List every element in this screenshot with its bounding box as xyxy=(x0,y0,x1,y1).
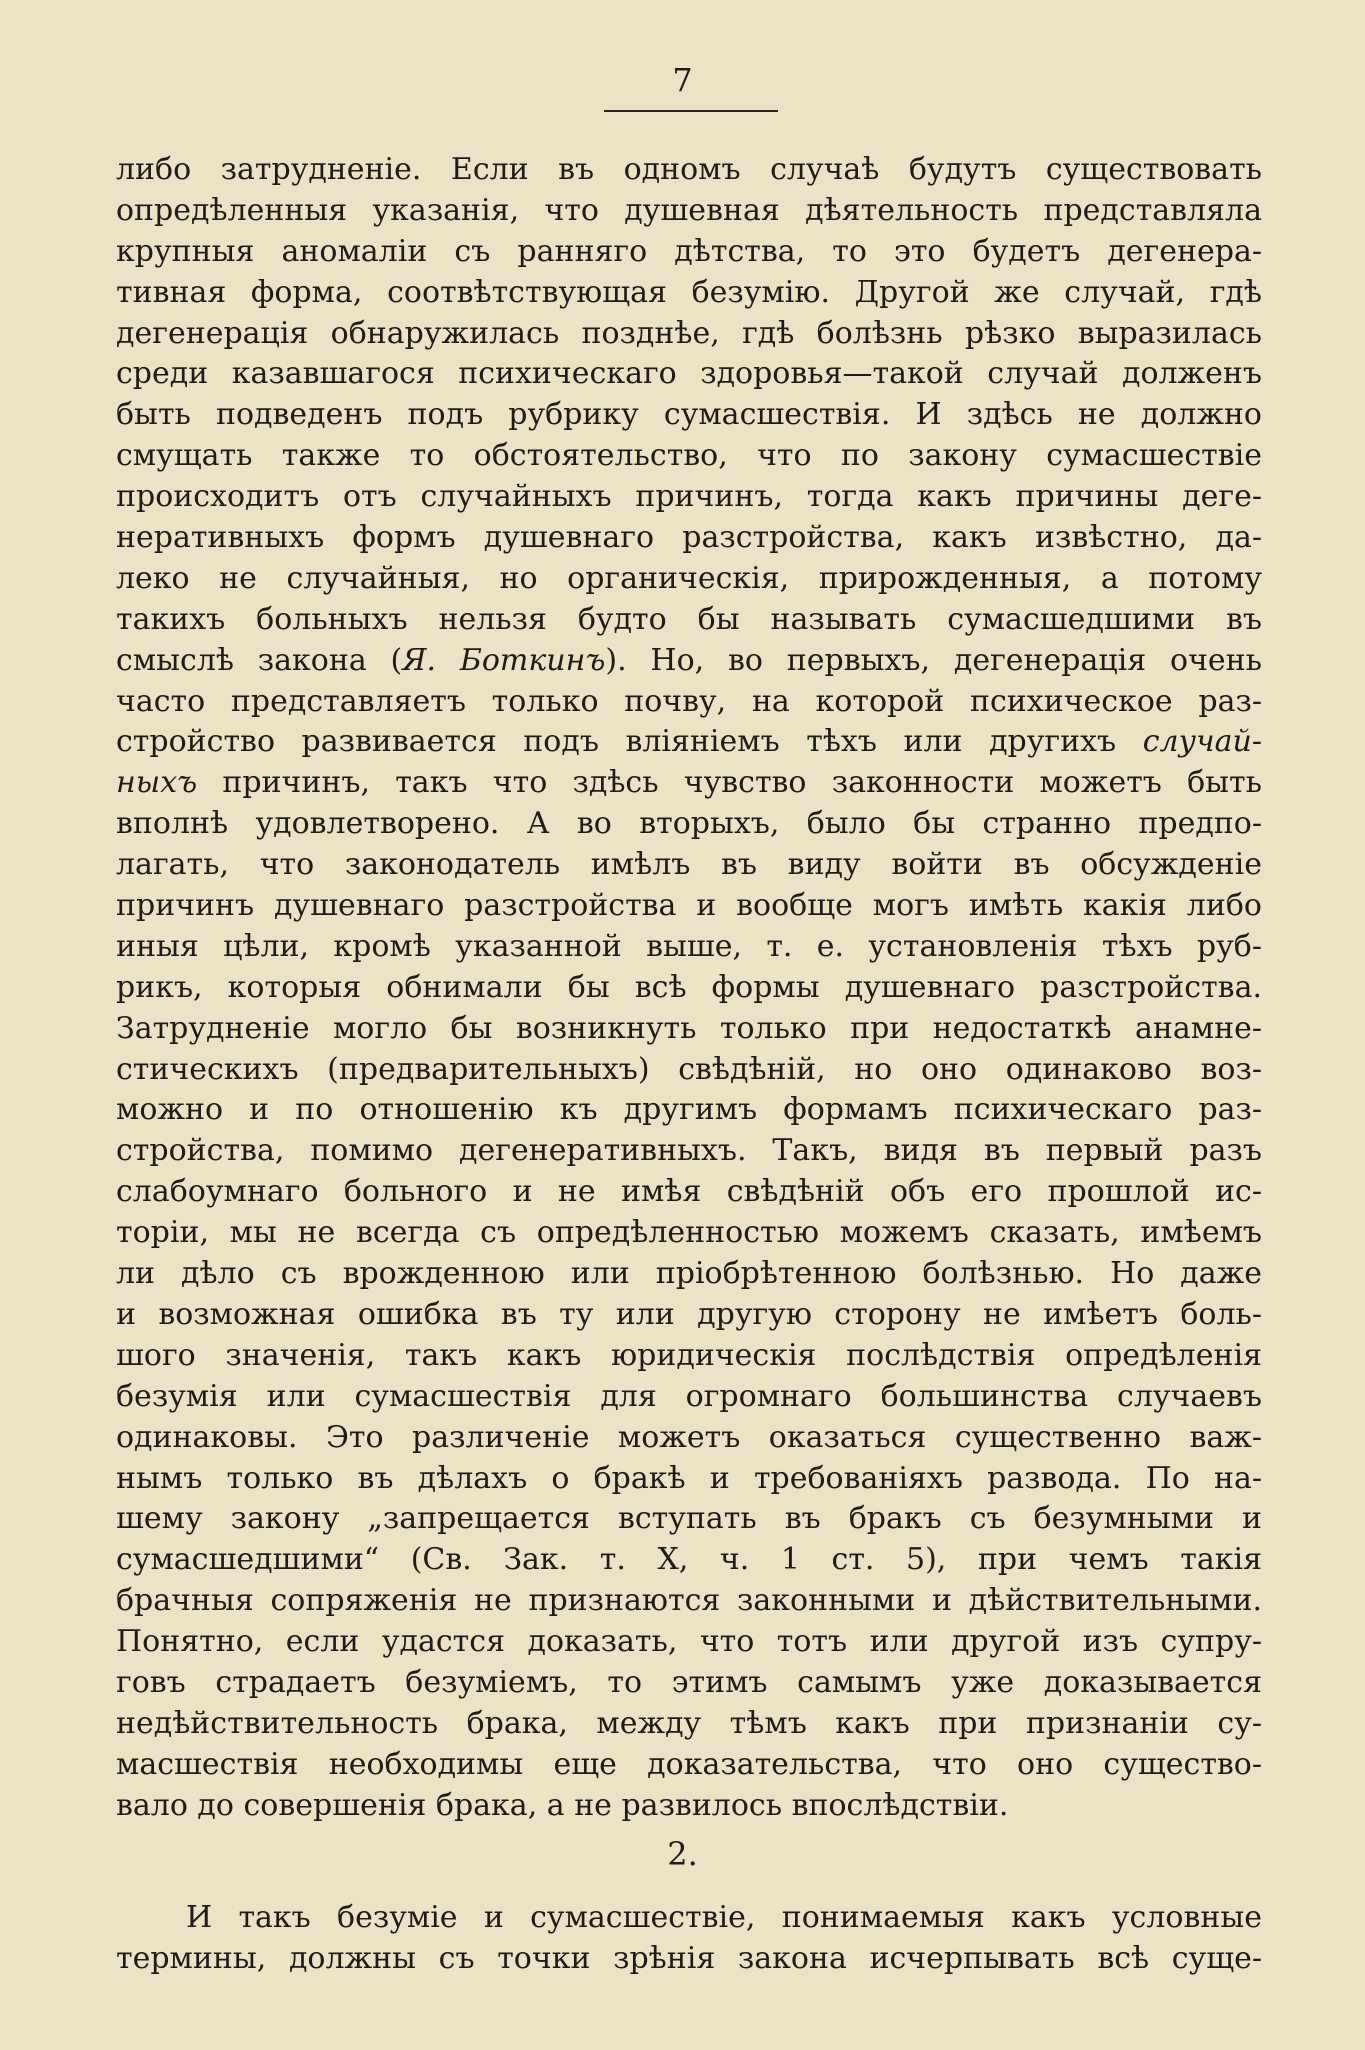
text-line: вало до совершенія брака, а не развилось впослѣдствіи. xyxy=(116,1787,1009,1823)
text-line: Понятно, если удастся доказать, что тотъ или другой изъ супру- xyxy=(116,1624,1262,1660)
text-line: быть подведенъ подъ рубрику сумасшествія. И здѣсь не должно xyxy=(116,397,1262,433)
text-line: либо затрудненіе. Если въ одномъ случаѣ будутъ существовать xyxy=(116,152,1262,187)
paragraph-1 xyxy=(116,150,1262,1827)
text-line: смыслѣ закона (Я. Боткинъ). Но, во первыхъ, дегенерація очень xyxy=(116,642,1262,678)
text-line: неративныхъ формъ душевнаго разстройства, какъ извѣстно, да- xyxy=(116,520,1262,556)
text-line: рикъ, которыя обнимали бы всѣ формы душевнаго разстройства. xyxy=(116,969,1262,1005)
text-line: термины, должны съ точки зрѣнія закона исчерпывать всѣ суще- xyxy=(116,1940,1262,1976)
text-line: и возможная ошибка въ ту или другую сторону не имѣетъ боль- xyxy=(116,1296,1262,1332)
text-line: безумія или сумасшествія для огромнаго большинства случаевъ xyxy=(116,1378,1262,1414)
text-line: слабоумнаго больного и не имѣя свѣдѣній объ его прошлой ис- xyxy=(116,1174,1262,1210)
text-line: одинаковы. Это различеніе можетъ оказаться существенно важ- xyxy=(116,1419,1262,1455)
text-line: вполнѣ удовлетворено. А во вторыхъ, было бы странно предпо- xyxy=(116,806,1262,842)
text-line: И такъ безуміе и сумасшествіе, понимаемыя какъ условные xyxy=(186,1900,1262,1935)
text-line: леко не случайныя, но органическія, прирожденныя, а потому xyxy=(116,560,1262,596)
text-line: Затрудненіе могло бы возникнуть только при недостаткѣ анамне- xyxy=(116,1010,1262,1046)
paragraph-2 xyxy=(116,1898,1262,1980)
text-line: можно и по отношенію къ другимъ формамъ психическаго раз- xyxy=(116,1092,1262,1128)
text-line: стройства, помимо дегенеративныхъ. Такъ, видя въ первый разъ xyxy=(116,1133,1262,1169)
text-line: иныя цѣли, кромѣ указанной выше, т. е. установленія тѣхъ руб- xyxy=(116,928,1262,964)
text-line: шему закону „запрещается вступать въ бракъ съ безумными и xyxy=(116,1501,1262,1537)
page-number: 7 xyxy=(672,61,693,99)
text-line: такихъ больныхъ нельзя будто бы называть сумасшедшими въ xyxy=(116,601,1262,637)
text-line: дегенерація обнаружилась позднѣе, гдѣ болѣзнь рѣзко выразилась xyxy=(116,315,1262,351)
text-line: опредѣленныя указанія, что душевная дѣятельность представляла xyxy=(116,192,1262,228)
text-line: тивная форма, соотвѣтствующая безумію. Другой же случай, гдѣ xyxy=(116,274,1262,310)
text-line: брачныя сопряженія не признаются законными и дѣйствительными. xyxy=(116,1583,1262,1619)
text-line: происходитъ отъ случайныхъ причинъ, тогда какъ причины деге- xyxy=(116,479,1262,515)
section-number: 2. xyxy=(667,1835,698,1873)
text-line: нымъ только въ дѣлахъ о бракѣ и требованіяхъ развода. По на- xyxy=(116,1460,1262,1496)
text-line: шого значенія, такъ какъ юридическія послѣдствія опредѣленія xyxy=(116,1337,1262,1373)
text-line: среди казавшагося психическаго здоровья—такой случай долженъ xyxy=(116,356,1262,392)
text-line: торіи, мы не всегда съ опредѣленностью можемъ сказать, имѣемъ xyxy=(116,1215,1262,1251)
text-line: часто представляетъ только почву, на которой психическое раз- xyxy=(116,683,1262,719)
text-line: сумасшедшими“ (Св. Зак. т. X, ч. 1 ст. 5), при чемъ такія xyxy=(116,1542,1262,1578)
text-line: стическихъ (предварительныхъ) свѣдѣній, но оно одинаково воз- xyxy=(116,1051,1262,1087)
text-line: масшествія необходимы еще доказательства, что оно существо- xyxy=(116,1746,1262,1782)
text-line: ли дѣло съ врожденною или пріобрѣтенною болѣзнью. Но даже xyxy=(116,1256,1262,1292)
text-line: причинъ душевнаго разстройства и вообще могъ имѣть какія либо xyxy=(116,888,1262,924)
text-line: ныхъ причинъ, такъ что здѣсь чувство законности можетъ быть xyxy=(116,765,1262,801)
text-line: стройство развивается подъ вліяніемъ тѣхъ или другихъ случай- xyxy=(116,724,1262,760)
text-line: недѣйствительность брака, между тѣмъ какъ при признаніи су- xyxy=(116,1705,1262,1741)
text-line: говъ страдаетъ безуміемъ, то этимъ самымъ уже доказывается xyxy=(116,1664,1262,1700)
text-line: лагать, что законодатель имѣлъ въ виду войти въ обсужденіе xyxy=(116,847,1262,883)
text-line: смущать также то обстоятельство, что по закону сумасшествіе xyxy=(116,438,1262,474)
text-line: крупныя аномаліи съ ранняго дѣтства, то это будетъ дегенера- xyxy=(116,233,1262,269)
header-rule xyxy=(604,110,778,112)
